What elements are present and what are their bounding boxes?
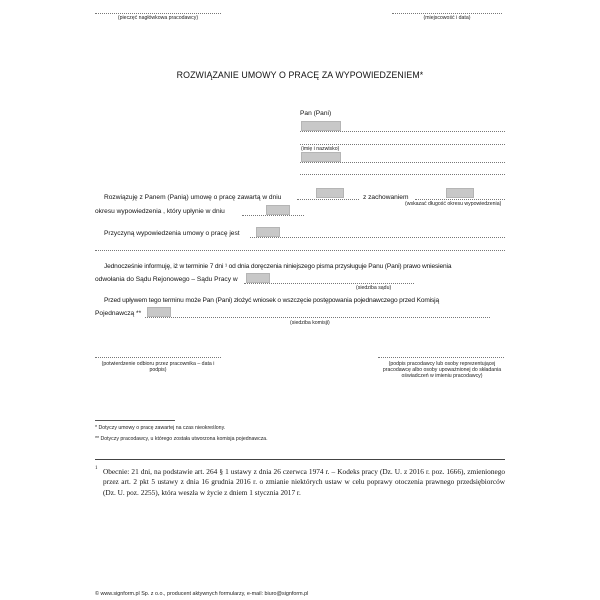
footnote-divider [95,459,505,460]
document-title: ROZWIĄZANIE UMOWY O PRACĘ ZA WYPOWIEDZENIEM* [176,70,424,80]
addressee-name-field[interactable] [301,121,341,131]
addressee-salutation: Pan (Pani) [300,110,332,117]
place-date-label: (miejscowość i data) [423,15,471,21]
footer-credit: © www.signform.pl Sp. z o.o., producent aktywnych formularzy, e-mail: biuro@signform.pl [95,591,309,597]
addressee-name-line-2 [300,144,505,145]
employer-signature-label: (podpis pracodawcy lub osoby reprezentującej pracodawcę albo osoby upoważnionej do składania oświadczeń w imieniu pracodawcy) [382,361,502,379]
contract-date-line [297,199,359,200]
p4-line-1: Przed upływem tego terminu może Pan (Pani) złożyć wniosek o wszczęcie postępowania pojednawczego przed Komisją [104,297,439,304]
commission-seat-line [145,317,490,318]
p2-reason-text: Przyczyną wypowiedzenia umowy o pracę jest [104,230,240,237]
employer-signature-line[interactable] [378,357,504,358]
court-seat-line [244,283,414,284]
p1-end-text: okresu wypowiedzenia , który upłynie w dniu [95,208,225,215]
footnote-text: Obecnie: 21 dni, na podstawie art. 264 § 1 ustawy z dnia 26 czerwca 1974 r. – Kodeks pracy (Dz. U. z 2016 r. poz. 1666), zmienionego przez art. 2 pkt 5 ustawy z dnia 16 grudnia 2016 r. o zmianie niektórych ustaw w celu poprawy otoczenia prawnego przedsiębiorców (Dz. U. poz. 2255), która weszła w życie z dniem 1 stycznia 2017 r. [103,467,505,497]
notice-period-hint: (wskazać długość okresu wypowiedzenia) [405,201,502,207]
p1-notice-text: z zachowaniem [363,194,409,201]
p4-line-2: Pojednawczą ** [95,310,142,317]
notice-period-line [415,199,505,200]
employee-signature-line[interactable] [95,357,221,358]
addressee-name-line-1 [300,131,505,132]
employee-signature-label: (potwierdzenie odbioru przez pracownika – data i podpis) [101,361,215,373]
footnote-marker: 1 [95,466,98,471]
notice-period-field[interactable] [446,188,474,198]
commission-seat-label: (siedziba komisji) [290,320,330,326]
employer-stamp-label: (pieczęć nagłówkowa pracodawcy) [117,15,199,21]
p3-line-2: odwołania do Sądu Rejonowego – Sądu Pracy w [95,276,238,283]
court-seat-label: (siedziba sądu) [356,285,392,291]
addressee-address-line-1 [300,162,505,163]
reason-line-1 [250,237,505,238]
employer-stamp-line[interactable] [95,13,221,14]
note-2: ** Dotyczy pracodawcy, u którego została utworzona komisja pojednawcza. [95,436,268,442]
note-1: * Dotyczy umowy o pracę zawartej na czas nieokreślony. [95,425,226,431]
notes-divider [95,420,175,421]
commission-seat-field[interactable] [147,307,171,317]
reason-field[interactable] [256,227,280,237]
termination-date-field[interactable] [266,205,290,215]
addressee-address-line-2 [300,174,505,175]
court-seat-field[interactable] [246,273,270,283]
p3-line-1: Jednocześnie informuję, iż w terminie 7 dni ¹ od dnia doręczenia niniejszego pisma przysługuje Panu (Pani) prawo wniesienia [104,263,452,270]
place-date-line[interactable] [392,13,502,14]
p1-start-text: Rozwiązuję z Panem (Panią) umowę o pracę zawartą w dniu [104,194,282,201]
termination-date-line [242,215,304,216]
contract-date-field[interactable] [316,188,344,198]
addressee-address-field[interactable] [301,152,341,162]
addressee-name-label: (imię i nazwisko) [301,146,340,152]
reason-line-2 [95,250,505,251]
